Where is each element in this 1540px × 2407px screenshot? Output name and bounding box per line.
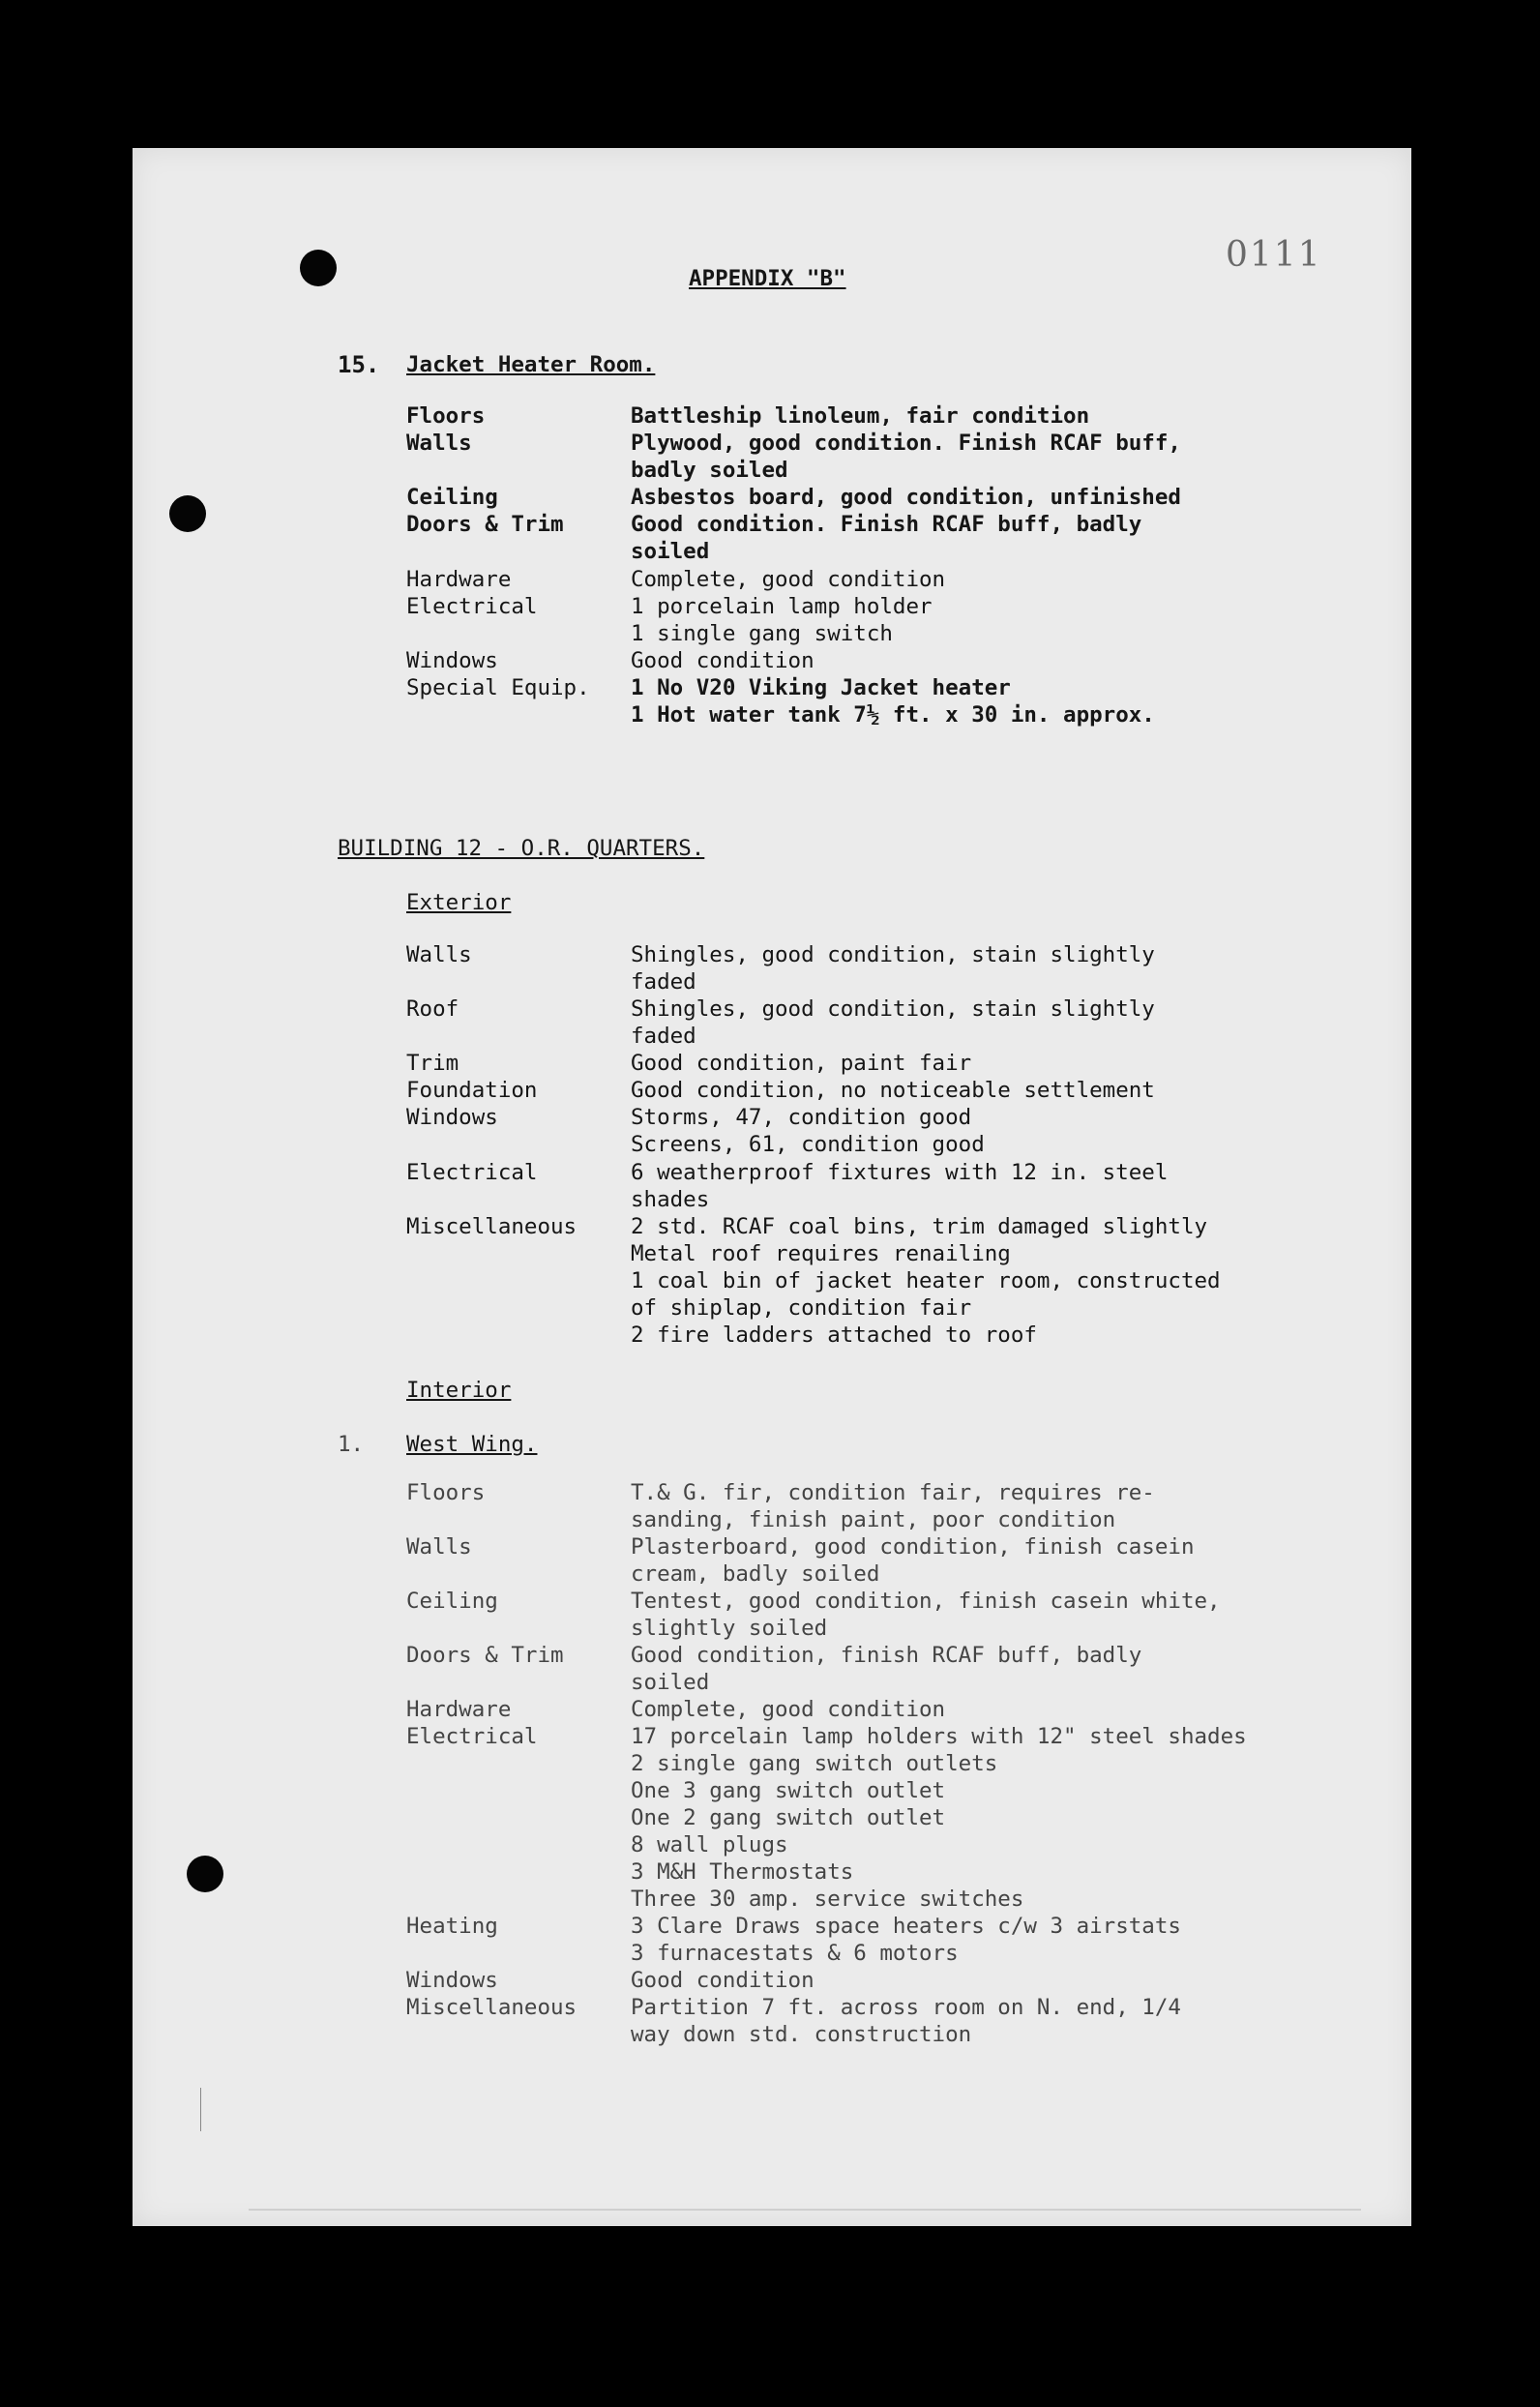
row-value: 1 single gang switch xyxy=(631,621,893,646)
row-label: Miscellaneous xyxy=(406,1214,578,1239)
row-value: sanding, finish paint, poor condition xyxy=(631,1507,1116,1532)
page-fold-line xyxy=(249,2209,1361,2211)
margin-mark xyxy=(200,2088,201,2131)
row-value: Screens, 61, condition good xyxy=(631,1132,985,1157)
row-label: Hardware xyxy=(406,1697,512,1722)
row-value: Asbestos board, good condition, unfinished xyxy=(631,485,1181,510)
row-value: Shingles, good condition, stain slightly xyxy=(631,942,1155,967)
row-value: badly soiled xyxy=(631,458,788,483)
row-value: of shiplap, condition fair xyxy=(631,1295,972,1321)
row-value: Good condition, paint fair xyxy=(631,1051,972,1076)
row-value: Plasterboard, good condition, finish casein xyxy=(631,1534,1195,1560)
row-value: shades xyxy=(631,1187,710,1212)
row-label: Doors & Trim xyxy=(406,512,564,537)
punch-hole-bottom xyxy=(187,1856,223,1892)
row-value: 2 single gang switch outlets xyxy=(631,1751,998,1776)
exterior-heading: Exterior xyxy=(406,890,512,915)
row-value: 1 coal bin of jacket heater room, constructed xyxy=(631,1268,1221,1293)
row-value: Battleship linoleum, fair condition xyxy=(631,403,1090,429)
row-value: One 3 gang switch outlet xyxy=(631,1778,946,1803)
row-label: Electrical xyxy=(406,594,538,619)
row-value: way down std. construction xyxy=(631,2022,972,2047)
section-heading: Jacket Heater Room. xyxy=(406,352,656,377)
row-value: faded xyxy=(631,1024,696,1049)
row-value: 3 furnacestats & 6 motors xyxy=(631,1941,959,1966)
building-heading: BUILDING 12 - O.R. QUARTERS. xyxy=(338,836,705,861)
row-label: Windows xyxy=(406,1105,498,1130)
row-value: faded xyxy=(631,969,696,995)
section-number: 15. xyxy=(338,351,380,378)
row-label: Trim xyxy=(406,1051,459,1076)
row-label: Windows xyxy=(406,1968,498,1993)
row-value: Complete, good condition xyxy=(631,1697,946,1722)
row-label: Electrical xyxy=(406,1160,538,1185)
row-value: Good condition. Finish RCAF buff, badly xyxy=(631,512,1142,537)
row-value: 1 No V20 Viking Jacket heater xyxy=(631,675,1011,700)
wing-heading: West Wing. xyxy=(406,1432,538,1457)
row-value: 3 Clare Draws space heaters c/w 3 airstats xyxy=(631,1914,1181,1939)
row-value: Partition 7 ft. across room on N. end, 1/4 xyxy=(631,1995,1181,2020)
row-label: Doors & Trim xyxy=(406,1643,564,1668)
wing-number: 1. xyxy=(338,1432,365,1457)
document-page xyxy=(133,148,1411,2226)
row-label: Walls xyxy=(406,431,472,456)
row-value: Complete, good condition xyxy=(631,567,946,592)
row-value: 17 porcelain lamp holders with 12" steel shades xyxy=(631,1724,1247,1749)
row-value: soiled xyxy=(631,539,710,564)
row-label: Foundation xyxy=(406,1078,538,1103)
row-label: Floors xyxy=(406,403,486,429)
row-value: Tentest, good condition, finish casein white, xyxy=(631,1589,1221,1614)
row-label: Windows xyxy=(406,648,498,673)
punch-hole-middle xyxy=(169,495,206,532)
row-value: slightly soiled xyxy=(631,1616,828,1641)
row-label: Hardware xyxy=(406,567,512,592)
row-label: Ceiling xyxy=(406,1589,498,1614)
row-value: 8 wall plugs xyxy=(631,1832,788,1857)
row-label: Heating xyxy=(406,1914,498,1939)
interior-heading: Interior xyxy=(406,1378,512,1403)
row-label: Floors xyxy=(406,1480,486,1505)
row-value: T.& G. fir, condition fair, requires re- xyxy=(631,1480,1155,1505)
row-label: Walls xyxy=(406,1534,472,1560)
row-label: Walls xyxy=(406,942,472,967)
row-value: 3 M&H Thermostats xyxy=(631,1859,854,1885)
row-value: cream, badly soiled xyxy=(631,1561,880,1587)
row-value: Metal roof requires renailing xyxy=(631,1241,1011,1266)
row-value: Good condition xyxy=(631,1968,814,1993)
row-value: Good condition, finish RCAF buff, badly xyxy=(631,1643,1142,1668)
row-value: Good condition xyxy=(631,648,814,673)
row-value: 2 fire ladders attached to roof xyxy=(631,1322,1037,1348)
punch-hole-top xyxy=(300,250,337,286)
row-label: Roof xyxy=(406,996,459,1022)
row-value: Good condition, no noticeable settlement xyxy=(631,1078,1155,1103)
row-value: 2 std. RCAF coal bins, trim damaged slightly xyxy=(631,1214,1208,1239)
row-label: Miscellaneous xyxy=(406,1995,578,2020)
row-label: Special Equip. xyxy=(406,675,590,700)
row-value: 1 Hot water tank 7½ ft. x 30 in. approx. xyxy=(631,702,1155,728)
row-value: 1 porcelain lamp holder xyxy=(631,594,933,619)
row-value: Shingles, good condition, stain slightly xyxy=(631,996,1155,1022)
row-value: Storms, 47, condition good xyxy=(631,1105,972,1130)
row-label: Ceiling xyxy=(406,485,498,510)
row-value: One 2 gang switch outlet xyxy=(631,1805,946,1830)
appendix-title: APPENDIX "B" xyxy=(689,266,846,291)
row-value: soiled xyxy=(631,1670,710,1695)
row-value: Plywood, good condition. Finish RCAF buff, xyxy=(631,431,1181,456)
row-label: Electrical xyxy=(406,1724,538,1749)
page-number: 0111 xyxy=(1226,235,1322,275)
row-value: Three 30 amp. service switches xyxy=(631,1887,1024,1912)
row-value: 6 weatherproof fixtures with 12 in. steel xyxy=(631,1160,1169,1185)
